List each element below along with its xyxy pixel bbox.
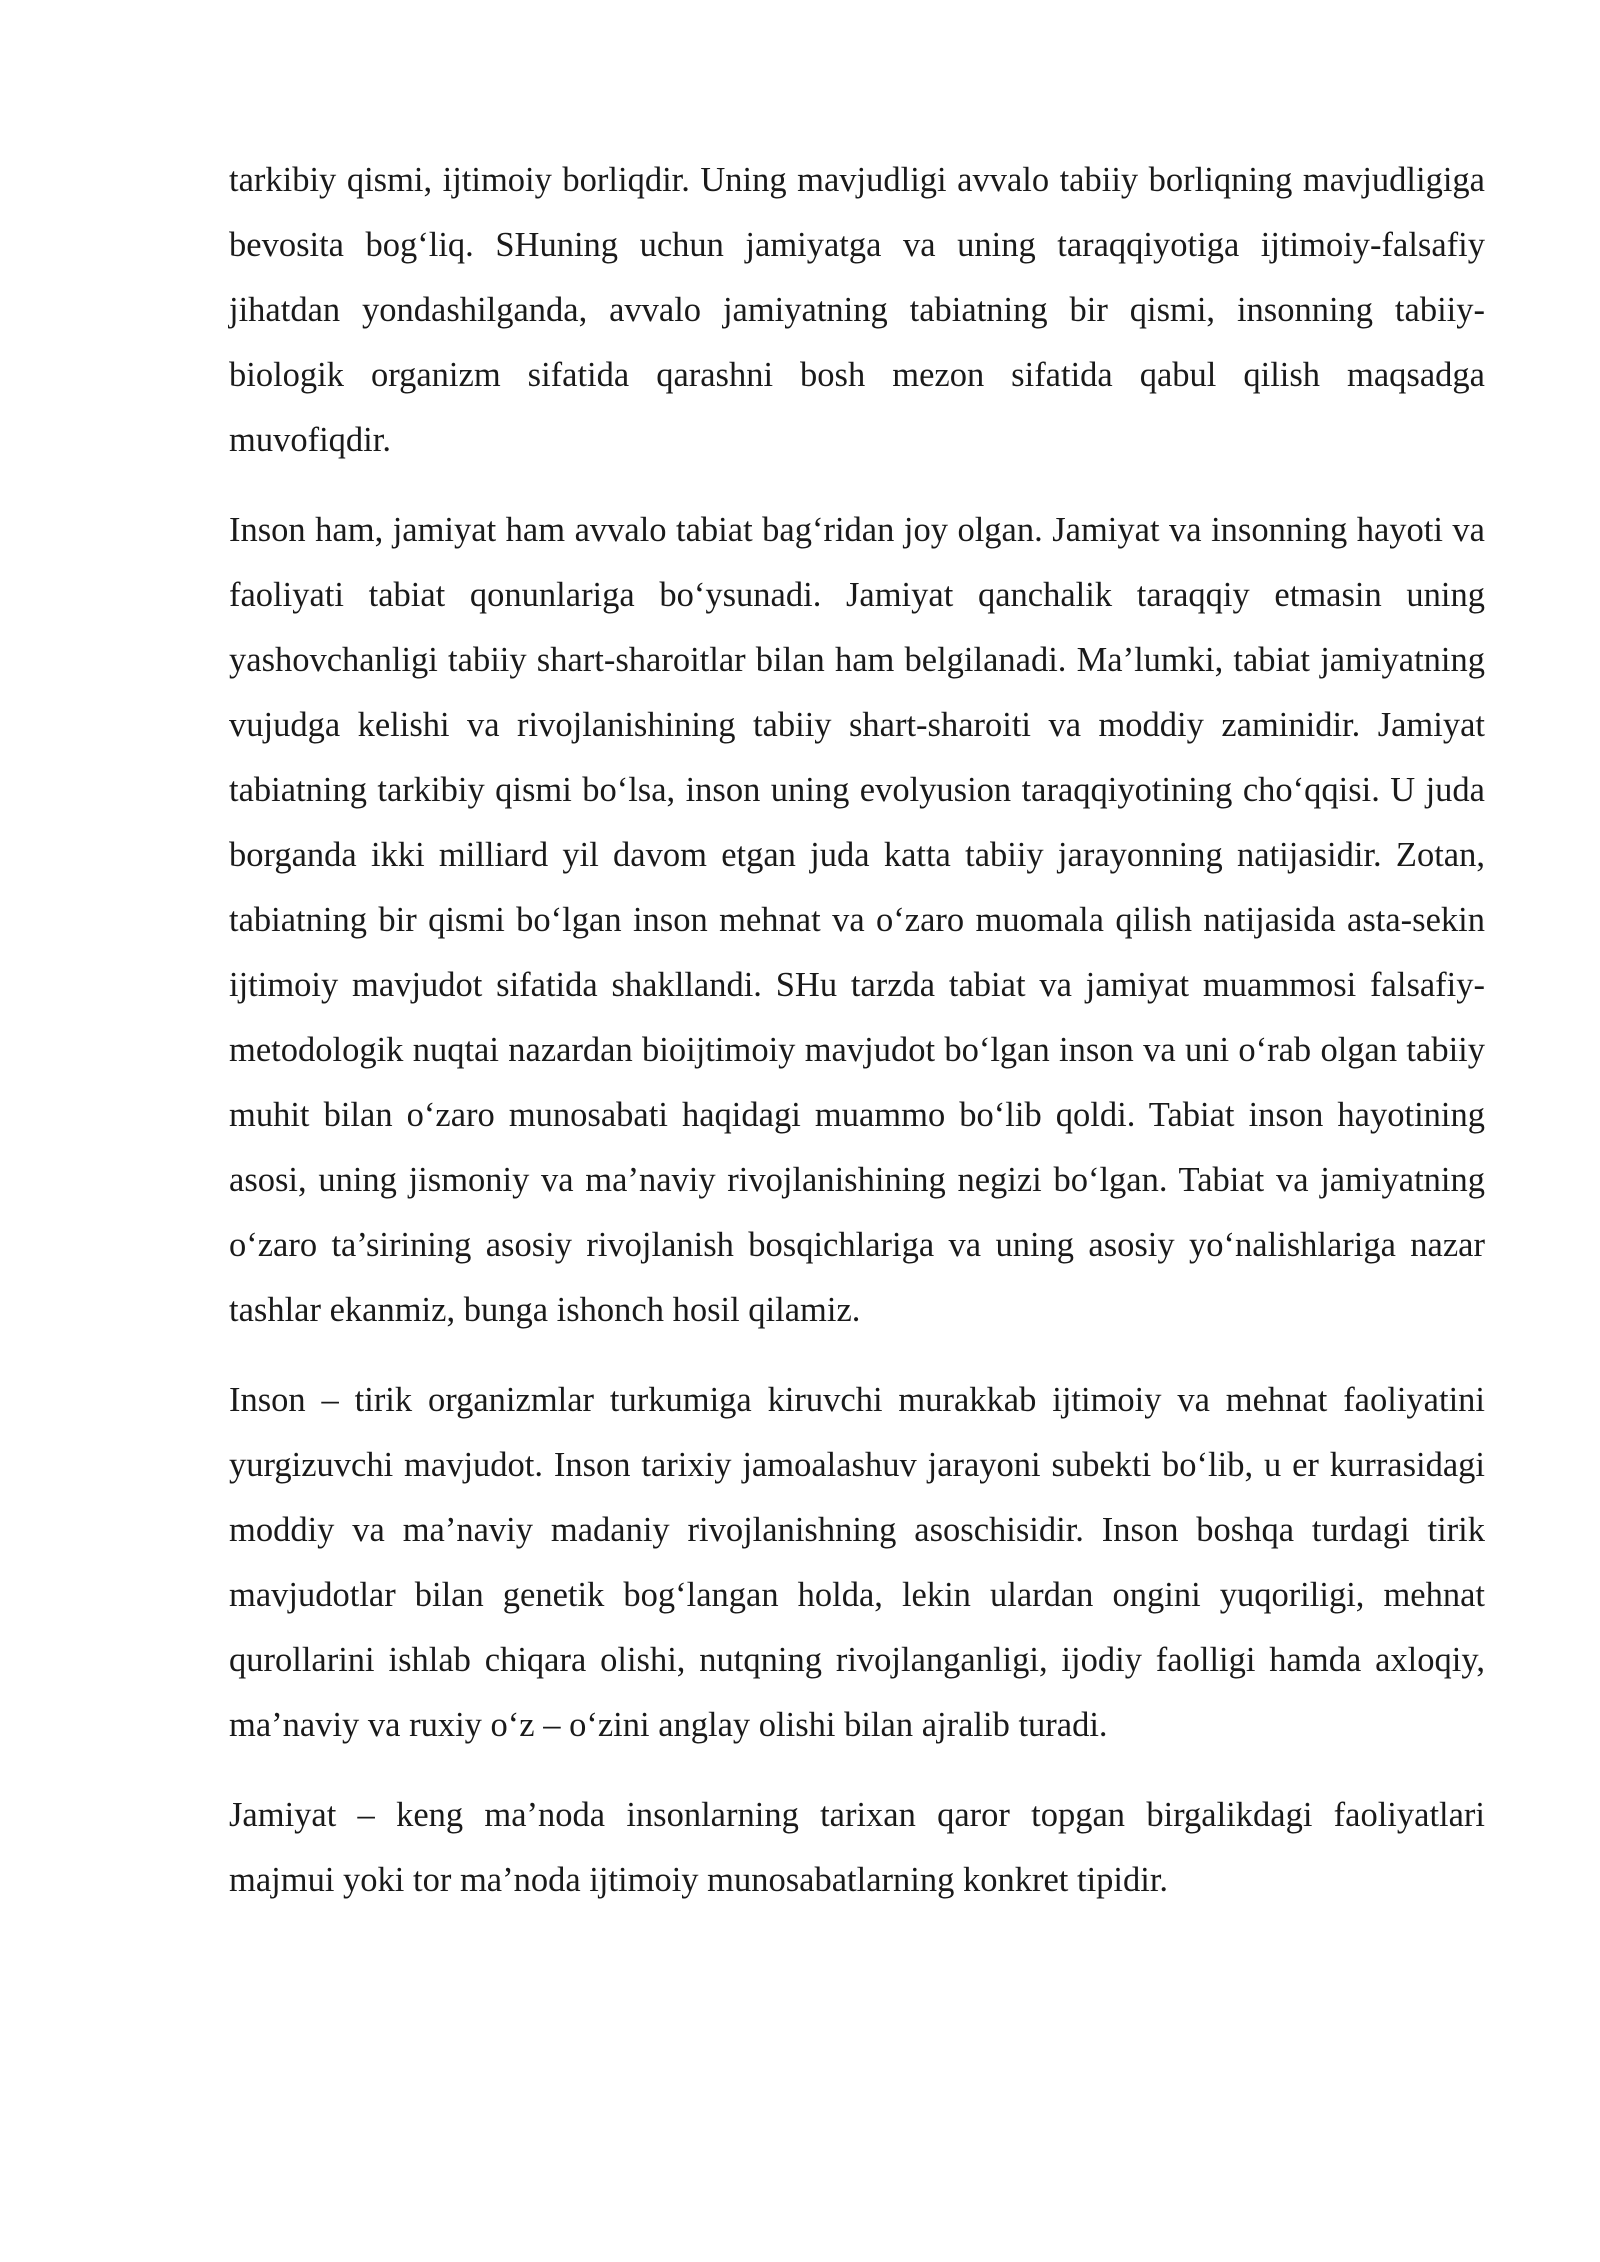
paragraph-2: Inson ham, jamiyat ham avvalo tabiat bag‘ridan joy olgan. Jamiyat va insonning hayoti va faoliyati tabiat qonunlariga bo‘ysunadi. Jamiyat qanchalik taraqqiy etmasin uning yashovchanligi tabiiy shart-sharoitlar bilan ham belgilanadi. Ma’lumki, tabiat jamiyatning vujudga kelishi va rivojlanishining tabiiy shart-sharoiti va moddiy zaminidir. Jamiyat tabiatning tarkibiy qismi bo‘lsa, inson uning evolyusion taraqqiyotining cho‘qqisi. U juda borganda ikki milliard yil davom etgan juda katta tabiiy jarayonning natijasidir. Zotan, tabiatning bir qismi bo‘lgan inson mehnat va o‘zaro muomala qilish natijasida asta-sekin ijtimoiy mavjudot sifatida shakllandi. SHu tarzda tabiat va jamiyat muammosi falsafiy-metodologik nuqtai nazardan bioijtimoiy mavjudot bo‘lgan inson va uni o‘rab olgan tabiiy muhit bilan o‘zaro munosabati haqidagi muammo bo‘lib qoldi. Tabiat inson hayotining asosi, uning jismoniy va ma’naviy rivojlanishining negizi bo‘lgan. Tabiat va jamiyatning o‘zaro ta’sirining asosiy rivojlanish bosqichlariga va uning asosiy yo‘nalishlariga nazar tashlar ekanmiz, bunga ishonch hosil qilamiz. [229,511,1485,1329]
paragraph-3: Inson – tirik organizmlar turkumiga kiruvchi murakkab ijtimoiy va mehnat faoliyatini yurgizuvchi mavjudot. Inson tarixiy jamoalashuv jarayoni subekti bo‘lib, u er kurrasidagi moddiy va ma’naviy madaniy rivojlanishning asoschisidir. Inson boshqa turdagi tirik mavjudotlar bilan genetik bog‘langan holda, lekin ulardan ongini yuqoriligi, mehnat qurollarini ishlab chiqara olishi, nutqning rivojlanganligi, ijodiy faolligi hamda axloqiy, ma’naviy va ruxiy o‘z – o‘zini anglay olishi bilan ajralib turadi. [229,1381,1485,1744]
paragraph-4: Jamiyat – keng ma’noda insonlarning tarixan qaror topgan birgalikdagi faoliyatlari majmui yoki tor ma’noda ijtimoiy munosabatlarning konkret tipidir. [229,1796,1485,1899]
document-body [229,148,1485,1938]
paragraph-1: tarkibiy qismi, ijtimoiy borliqdir. Uning mavjudligi avvalo tabiiy borliqning mavjudligiga bevosita bog‘liq. SHuning uchun jamiyatga va uning taraqqiyotiga ijtimoiy-falsafiy jihatdan yondashilganda, avvalo jamiyatning tabiatning bir qismi, insonning tabiiy-biologik organizm sifatida qarashni bosh mezon sifatida qabul qilish maqsadga muvofiqdir. [229,161,1485,459]
